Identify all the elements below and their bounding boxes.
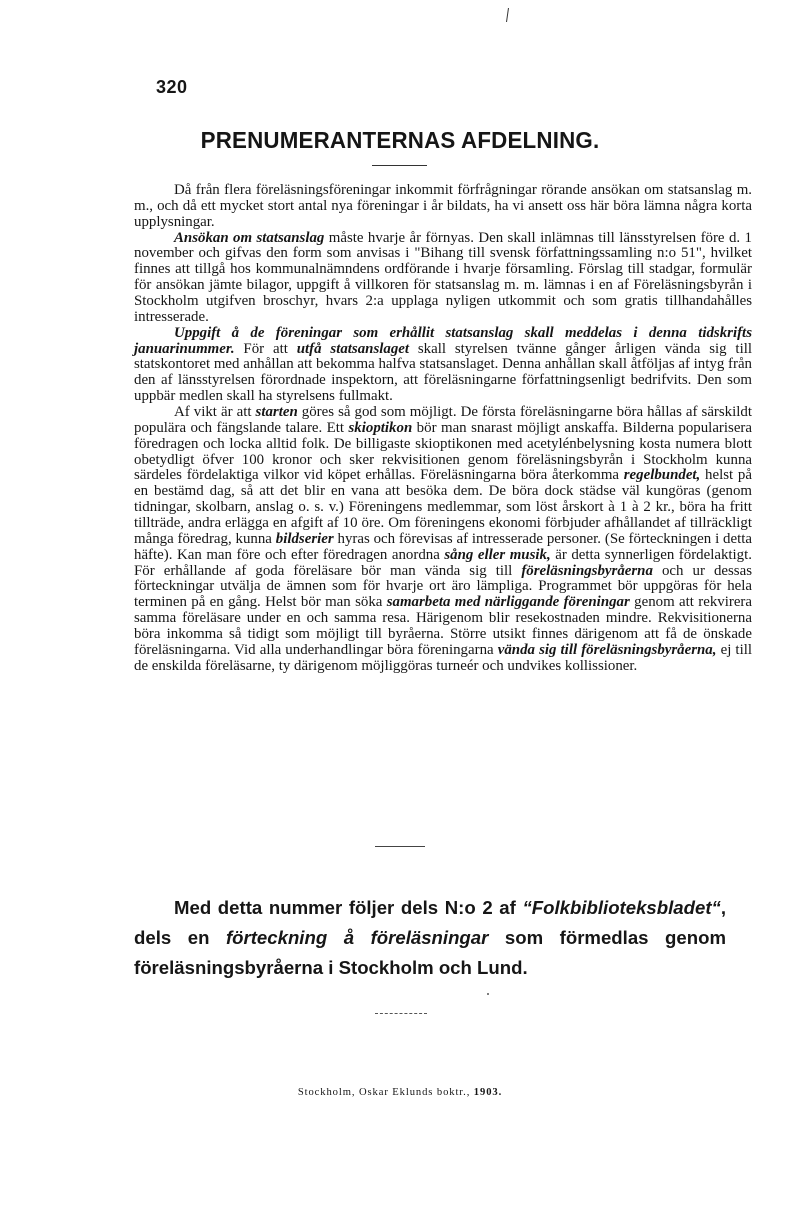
text-run: göres så god som möjligt. De första föreläsningarne böra hållas af särskildt populära och fängslande talare. Ett — [134, 404, 752, 436]
text-run: genom att rekvirera samma föreläsare under en och samma resa. Härigenom blir resekostnaden mindre. Rekvisitionerna böra inkomma så tidigt som möjligt till byråerna. Större utsikt finnes därigenom att få de önskade föreläsningarna. Vid alla underhandlingar böra föreningarna — [134, 594, 752, 658]
ink-speck — [487, 993, 489, 995]
text-run: , dels en — [134, 897, 726, 948]
emphasized-text: “Folkbiblioteksbladet“ — [522, 897, 721, 918]
emphasized-text: förteckning å föreläsningar — [225, 927, 489, 948]
section-divider — [375, 846, 425, 847]
text-run: Då från flera föreläsningsföreningar inkommit förfrågningar rörande ansökan om statsanslag m. m., och då ett mycket stort antal nya föreningar i år bildats, ha vi ansett oss här böra lämna några korta upplysningar. — [134, 182, 752, 230]
text-run: och ur dessas förteckningar utvälja de ämnen som för hvarje ort äro lämpliga. Programmet bör uppgöras för hela terminen på en gång. Helst bör man söka — [134, 562, 752, 611]
text-run: ej till de enskilda föreläsarne, ty därigenom möjliggöras turneér och undvikes kollissioner. — [134, 641, 752, 674]
printer-imprint — [0, 1087, 800, 1098]
dashed-divider — [375, 1013, 427, 1014]
printer-year: 1903. — [473, 1087, 503, 1098]
page-number: 320 — [156, 77, 188, 97]
emphasized-text: sång eller musik, — [444, 546, 551, 563]
paragraph — [134, 326, 752, 405]
emphasized-text: utfå statsanslaget — [296, 340, 410, 357]
text-run: är detta synnerligen fördelaktigt. För erhållande af goda föreläsare bör man vända sig till — [134, 546, 752, 579]
body-text — [134, 183, 752, 675]
emphasized-text: skioptikon — [348, 419, 413, 436]
text-run: Af vikt är att — [174, 404, 256, 421]
section-title: PRENUMERANTERNAS AFDELNING. — [200, 127, 600, 153]
text-run: måste hvarje år förnyas. Den skall inlämnas till länsstyrelsen före d. 1 november och gifvas den form som anvisas i "Bihang till svensk författningssamling n:o 51", hvilket finnes att tillgå hos kommunalnämndens ordförande i hvarje församling. Förslag till stadgar, formulär för ansökan jämte bilagor, uppgift å villkoren för statsanslag m. m. lämnas i en af Föreläsningsbyrån i Stockholm utgifven broschyr, hvars 2:a upplaga nyligen utkommit och som gratis tillhandahålles intresserade. — [134, 229, 752, 325]
title-divider — [372, 165, 427, 166]
printer-text: Stockholm, Oskar Eklunds boktr., — [297, 1087, 474, 1098]
text-run: som förmedlas genom föreläsningsbyråerna i Stockholm och Lund. — [134, 927, 726, 978]
emphasized-text: samarbeta med närliggande föreningar — [386, 594, 630, 611]
stray-ink-mark — [506, 8, 509, 22]
text-run: För att — [234, 340, 297, 357]
text-run: skall styrelsen tvänne gånger årligen vända sig till statskontoret med anhållan att bekomma halfva statsanslaget. Denna anhållan skall åtföljas af intyg från den af länsstyrelsen förordnade inspektorn, att föreläsningarne författningsenligt bedrifvits. Den som uppbär medlen skall ha styrelsens fullmakt. — [134, 340, 752, 405]
emphasized-text: vända sig till föreläsningsbyråerna, — [497, 641, 717, 658]
text-run: bör man snarast möjligt anskaffa. Bilderna popularisera föredragen och locka alltid folk. De billigaste skioptikonen med acetylénbelysning kosta numera blott obetydligt öfver 100 kronor och sker rekvisitionen genom föreläsningsbyrån i Stockholm kunna särdeles fördelaktiga vilkor vid köpet erhållas. Föreläsningarna böra återkomma — [134, 419, 752, 484]
emphasized-text: regelbundet, — [623, 467, 701, 484]
emphasized-text: Uppgift å de föreningar som erhållit statsanslag skall meddelas i denna tidskrifts januarinummer. — [134, 324, 752, 357]
emphasized-text: bildserier — [275, 530, 334, 547]
text-run: hyras och förevisas af intresserade personer. (Se förteckningen i detta häfte). Kan man före och efter föredragen anordna — [134, 530, 752, 563]
paragraph — [134, 231, 752, 326]
emphasized-text: Ansökan om statsanslag — [174, 229, 325, 246]
paragraph — [134, 405, 752, 675]
text-run: helst på en bestämd dag, så att det blir en vana att besöka dem. De böra dock städse väl kungöras (genom tidningar, skolbarn, anslag o. s. v.) Föreningens medlemmar, som löst årskort à 1 à 2 kr., böra ha fritt tillträde, andra erlägga en afgift af 10 öre. Om föreningens ekonomi förbjuder afhållandet af tillräckligt många föredrag, kunna — [134, 467, 752, 547]
supplement-notice — [134, 893, 726, 983]
emphasized-text: föreläsningsbyråerna — [521, 562, 653, 579]
paragraph — [134, 183, 752, 231]
emphasized-text: starten — [255, 404, 298, 421]
text-run: Med detta nummer följer dels N:o 2 af — [174, 897, 523, 918]
